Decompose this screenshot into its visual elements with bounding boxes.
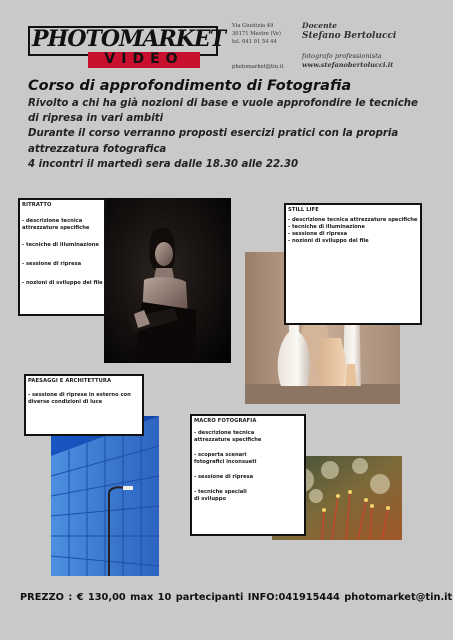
module-still-life: [284, 203, 422, 325]
intro-line: Rivolto a chi ha già nozioni di base e vuole approfondire le tecniche: [28, 98, 418, 109]
logo-video-band: [88, 52, 200, 68]
teacher-name: Stefano Bertolucci: [302, 31, 397, 41]
module-title: MACRO FOTOGRAFIA: [194, 418, 257, 424]
architecture-photo: [51, 416, 159, 576]
intro-line: attrezzatura fotografica: [28, 143, 167, 155]
module-item: - descrizione tecnica: [22, 218, 83, 224]
course-title: Corso di approfondimento di Fotografia: [28, 78, 352, 94]
module-item: attrezzature specifiche: [22, 225, 90, 231]
module-item: fotografici inconsueti: [194, 459, 257, 465]
module-item: - scoperta scenari: [194, 452, 247, 458]
module-item: di sviluppo: [194, 496, 227, 502]
module-title: PAESAGGI E ARCHITETTURA: [28, 378, 112, 384]
module-item: - sessione di ripresa: [194, 474, 254, 480]
module-item: - sessione di ripresa: [288, 231, 348, 237]
module-item: - descrizione tecnica: [194, 430, 255, 436]
module-macro: [190, 414, 306, 536]
address-city: 30171 Mestre (Ve): [232, 31, 281, 37]
intro-line: 4 incontri il martedì sera dalle 18.30 alle 22.30: [28, 158, 299, 170]
teacher-site: www.stefanobertolucci.it: [302, 61, 394, 69]
module-item: - sessione di ripresa: [22, 261, 82, 267]
teacher-role: Docente: [302, 21, 337, 30]
intro-line: di ripresa in vari ambiti: [28, 113, 164, 125]
address-email: photomarket@tin.it: [232, 64, 284, 70]
logo-word: PHOTOMARKET: [32, 26, 225, 52]
module-item: - descrizione tecnica attrezzature specifiche: [288, 217, 418, 223]
module-item: - tecniche speciali: [194, 489, 247, 495]
teacher-title: fotografo professionista: [302, 52, 382, 60]
module-item: - nozioni di sviluppo del file: [22, 280, 103, 286]
module-title: STILL LIFE: [288, 207, 319, 213]
photomarket-logo: [28, 24, 225, 70]
module-item: attrezzature specifiche: [194, 437, 262, 443]
module-item: - nozioni di sviluppo del file: [288, 238, 369, 244]
module-item: - sessione di riprese in esterno con: [28, 392, 131, 398]
module-paesaggi: [24, 374, 144, 436]
shop-address: [232, 22, 281, 46]
module-ritratto: [18, 198, 106, 316]
module-item: - tecniche di illuminazione: [288, 224, 365, 230]
address-street: Via Giustizia 49: [232, 23, 274, 29]
intro-line: Durante il corso verranno proposti esercizi pratici con la propria: [28, 128, 399, 140]
address-phone: tel. 041 91 54 44: [232, 39, 277, 45]
module-item: - tecniche di illuminazione: [22, 242, 99, 248]
price-info-footer: PREZZO : € 130,00 max 10 partecipanti INFO:041915444 photomarket@tin.it: [20, 592, 453, 603]
module-item: diverse condizioni di luce: [28, 399, 103, 405]
course-intro: [28, 96, 438, 172]
logo-video-text: VIDEO: [104, 51, 184, 67]
module-title: RITRATTO: [22, 202, 52, 208]
portrait-photo: [104, 198, 231, 363]
